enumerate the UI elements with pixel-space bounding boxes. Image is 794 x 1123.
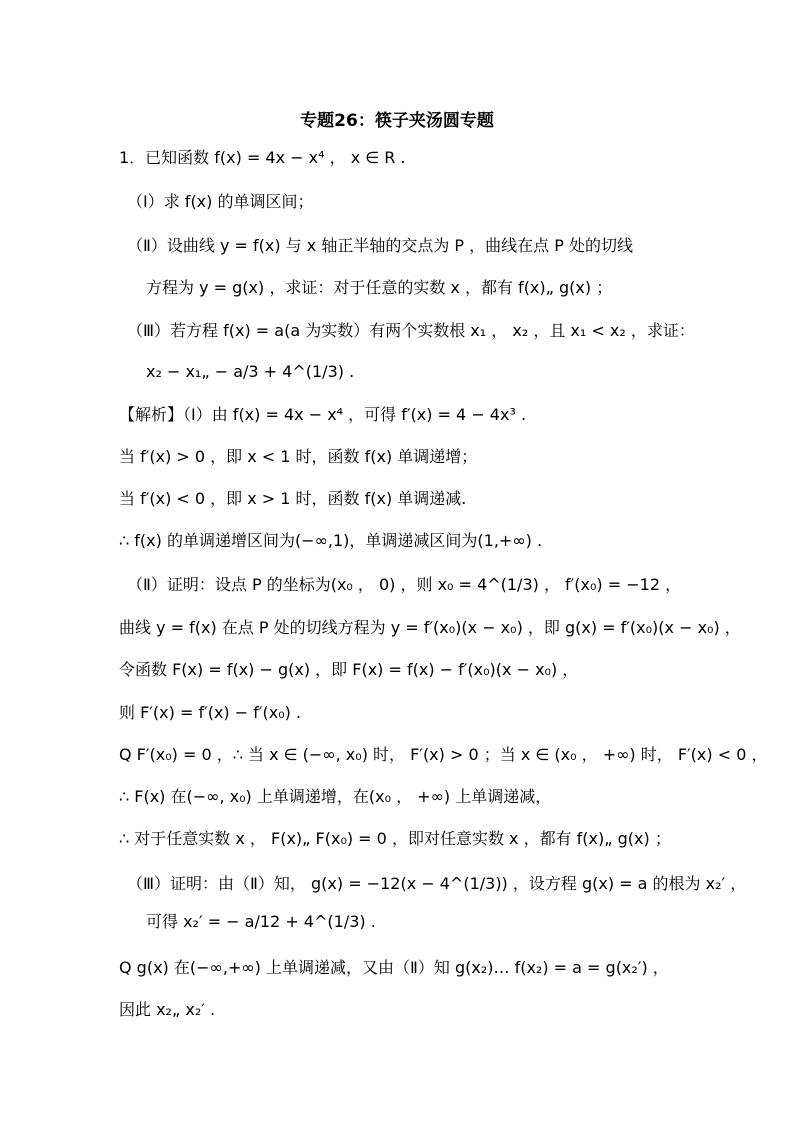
problem-part-2-cont: 方程为 y = g(x) ，求证：对于任意的实数 x ，都有 f(x)„ g(x) ； xyxy=(146,278,613,297)
problem-part-1: （Ⅰ）求 f(x) 的单调区间； xyxy=(127,192,314,211)
solution-part-2: （Ⅱ）证明：设点 P 的坐标为(x₀ ， 0) ，则 x₀ = 4^(1/3) ， f′(x₀) = −12 ， xyxy=(127,575,682,594)
problem-part-3-inequality: x₂ − x₁„ − a/3 + 4^(1/3) . xyxy=(146,362,355,381)
solution-line: 可得 x₂′ = − a/12 + 4^(1/3) . xyxy=(146,912,376,931)
solution-line: 令函数 F(x) = f(x) − g(x) ，即 F(x) = f(x) − f′(x₀)(x − x₀) ， xyxy=(119,660,579,679)
solution-part-1: 【解析】（Ⅰ）由 f(x) = 4x − x⁴ ，可得 f′(x) = 4 − 4x³ . xyxy=(119,405,527,424)
problem-part-3: （Ⅲ）若方程 f(x) = a(a 为实数）有两个实数根 x₁ ， x₂ ，且 x₁ < x₂ ，求证： xyxy=(127,321,695,340)
solution-line: 当 f′(x) < 0 ，即 x > 1 时，函数 f(x) 单调递减. xyxy=(119,489,467,508)
solution-line: ∴ f(x) 的单调递增区间为(−∞,1)，单调递减区间为(1,+∞) . xyxy=(119,531,543,550)
solution-line: ∴ F(x) 在(−∞, x₀) 上单调递增，在(x₀ ， +∞) 上单调递减， xyxy=(119,787,552,806)
solution-line: 当 f′(x) > 0 ，即 x < 1 时，函数 f(x) 单调递增； xyxy=(119,447,478,466)
solution-line: Q F′(x₀) = 0 ，∴ 当 x ∈ (−∞, x₀) 时， F′(x) > 0 ；当 x ∈ (x₀ ， +∞) 时， F′(x) < 0 ， xyxy=(119,745,768,764)
solution-line: 曲线 y = f(x) 在点 P 处的切线方程为 y = f′(x₀)(x − x₀) ，即 g(x) = f′(x₀)(x − x₀) ， xyxy=(119,618,741,637)
problem-statement: 1．已知函数 f(x) = 4x − x⁴ ， x ∈ R . xyxy=(119,148,406,167)
page-title: 专题26：筷子夹汤圆专题 xyxy=(300,111,494,131)
solution-line: 则 F′(x) = f′(x) − f′(x₀) . xyxy=(119,703,302,722)
solution-part-3: （Ⅲ）证明：由（Ⅱ）知， g(x) = −12(x − 4^(1/3)) ，设方程 g(x) = a 的根为 x₂′ ， xyxy=(127,874,747,893)
problem-part-2: （Ⅱ）设曲线 y = f(x) 与 x 轴正半轴的交点为 P ，曲线在点 P 处的切线 xyxy=(127,236,633,255)
solution-line: Q g(x) 在(−∞,+∞) 上单调递减，又由（Ⅱ）知 g(x₂)… f(x₂) = a = g(x₂′) ， xyxy=(119,958,669,977)
solution-conclusion: 因此 x₂„ x₂′ . xyxy=(119,1000,216,1019)
solution-line: ∴ 对于任意实数 x ， F(x)„ F(x₀) = 0 ，即对任意实数 x ，都有 f(x)„ g(x) ； xyxy=(119,829,671,848)
